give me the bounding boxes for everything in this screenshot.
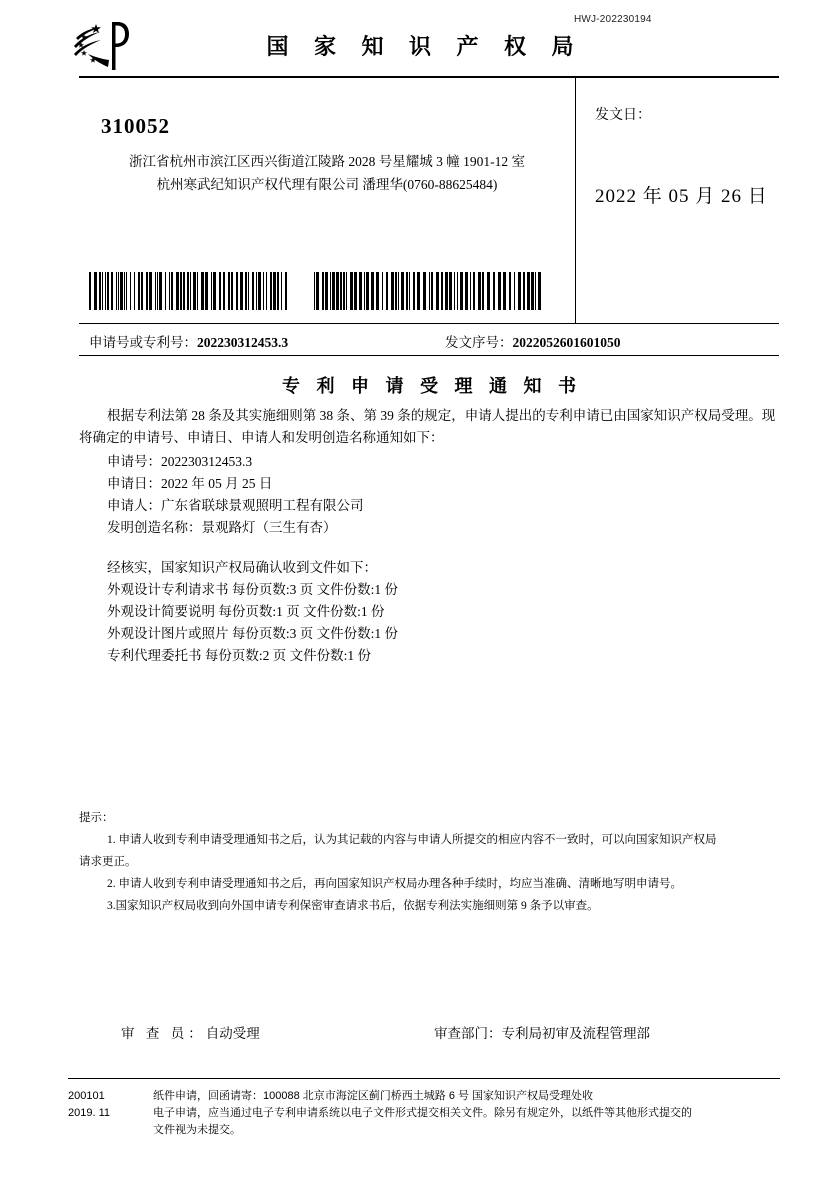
application-number-label: 申请号或专利号： [89, 335, 197, 350]
footer-text [153, 1088, 778, 1139]
notice-title: 专 利 申 请 受 理 通 知 书 [282, 376, 582, 396]
serial-number-field [445, 331, 621, 351]
page-title: 国 家 知 识 产 权 局 [266, 34, 584, 59]
tips-header: 提示： [79, 812, 114, 824]
tip-item: 3.国家知识产权局收到向外国申请专利保密审查请求书后，依据专利法实施细则第 9 条予以审查。 [107, 900, 599, 912]
recipient-address-line1: 浙江省杭州市滨江区西兴街道江陵路 2028 号星耀城 3 幢 1901-12 室 [129, 154, 525, 169]
field-application-date: 申请日：2022 年 05 月 25 日 [107, 476, 273, 491]
recipient-zipcode: 310052 [101, 114, 170, 138]
document-item: 外观设计图片或照片 每份页数:3 页 文件份数:1 份 [107, 626, 399, 641]
footer-divider [68, 1078, 780, 1079]
recipient-block [79, 76, 779, 323]
department-field [434, 1022, 650, 1042]
field-application-number: 申请号：202230312453.3 [107, 454, 253, 469]
serial-number-value: 2022052601601050 [512, 335, 621, 350]
serial-number-label: 发文序号： [445, 335, 513, 350]
tip-item: 2. 申请人收到专利申请受理通知书之后，再向国家知识产权局办理各种手续时，均应当准确、清晰地写明申请号。 [107, 878, 682, 890]
document-item: 专利代理委托书 每份页数:2 页 文件份数:1 份 [107, 648, 372, 663]
department-value: 专利局初审及流程管理部 [501, 1026, 650, 1041]
document-code: HWJ-202230194 [574, 14, 652, 25]
examiner-value: 自动受理 [205, 1026, 260, 1041]
barcode-application-number [89, 272, 289, 310]
identifiers-bottom-divider [79, 355, 779, 356]
footer-code-1: 200101 [68, 1090, 105, 1102]
body-paragraph: 根据专利法第 28 条及其实施细则第 38 条、第 39 条的规定，申请人提出的专利申请已由国家知识产权局受理。现将确定的申请号、申请日、申请人和发明创造名称通知如下： [79, 408, 776, 445]
application-number-value: 202230312453.3 [197, 335, 289, 350]
document-header [60, 20, 780, 74]
tip-item: 1. 申请人收到专利申请受理通知书之后，认为其记载的内容与申请人所提交的相应内容不一致时，可以向国家知识产权局 [107, 834, 717, 846]
examiner-field [121, 1022, 260, 1042]
tip-item-continuation: 请求更正。 [79, 856, 137, 868]
issue-date-value: 2022 年 05 月 26 日 [595, 186, 768, 207]
identifiers-row [79, 323, 779, 355]
body-spacer [79, 539, 779, 557]
footer-codes [68, 1088, 148, 1122]
document-item: 外观设计专利请求书 每份页数:3 页 文件份数:1 份 [107, 582, 399, 597]
block-vertical-divider [575, 76, 576, 323]
recipient-address-line2: 杭州寒武纪知识产权代理有限公司 潘理华(0760-88625484) [156, 177, 498, 192]
tips-section [79, 808, 779, 918]
issue-date-label: 发文日： [595, 108, 651, 123]
field-invention-name: 发明创造名称：景观路灯（三生有杏） [107, 520, 337, 535]
footer-line-1: 纸件申请，回函请寄：100088 北京市海淀区蓟门桥西土城路 6 号 国家知识产权局受理处收 [153, 1090, 594, 1102]
footer-code-2: 2019. 11 [68, 1107, 111, 1119]
document-body [79, 405, 779, 667]
document-item: 外观设计简要说明 每份页数:1 页 文件份数:1 份 [107, 604, 385, 619]
field-applicant: 申请人：广东省联球景观照明工程有限公司 [107, 498, 364, 513]
examiner-label: 审 查 员： [121, 1026, 206, 1041]
documents-header: 经核实，国家知识产权局确认收到文件如下： [107, 560, 377, 575]
footer-line-3: 文件视为未提交。 [153, 1124, 241, 1136]
department-label: 审查部门： [434, 1026, 502, 1041]
application-number-field [89, 331, 288, 351]
barcode-serial-number [314, 272, 544, 310]
footer-line-2: 电子申请，应当通过电子专利申请系统以电子文件形式提交相关文件。除另有规定外，以纸件等其他形式提交的 [153, 1107, 692, 1119]
